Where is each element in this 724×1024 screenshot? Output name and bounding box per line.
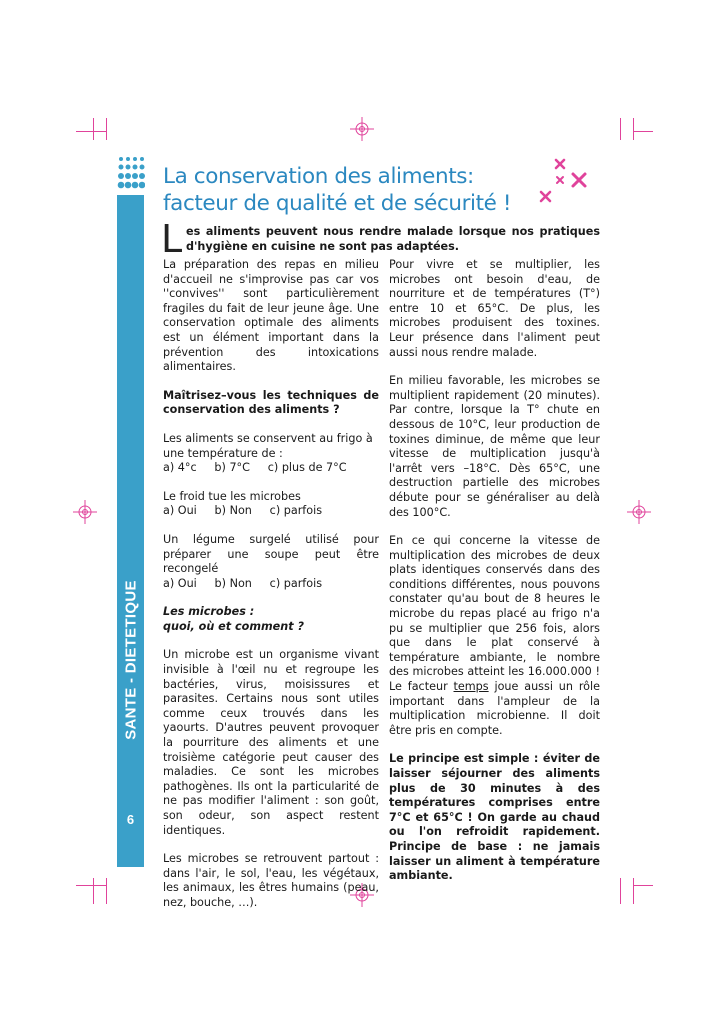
crop-mark bbox=[76, 885, 106, 886]
left-column bbox=[163, 258, 379, 925]
page-title bbox=[163, 163, 563, 217]
crop-mark bbox=[633, 878, 634, 904]
dot-grid-icon bbox=[117, 155, 145, 191]
paragraph: En ce qui concerne la vitesse de multiplication des microbes de deux plats identiques conservés dans des conditions différentes, nous pouvons constater qu'au bout de 8 heures le microbe du repas placé au frigo n'a pu se multiplier que 256 fois, alors que dans le plat conservé à température ambiante, le nombre des microbes atteint les 16.000.000 ! Le facteur temps joue aussi un rôle important dans l'ampleur de la multiplication microbienne. Il doit être pris en compte. bbox=[389, 534, 601, 737]
crop-mark bbox=[93, 118, 94, 140]
key-principle: Le principe est simple : éviter de laisser séjourner des aliments plus de 30 minutes à des températures comprises entre 7°C et 65°C ! On garde au chaud ou l'on refroidit rapidement. Principe de base : ne jamais laisser un aliment à température ambiante. bbox=[389, 752, 600, 883]
crop-mark bbox=[76, 131, 106, 132]
page-number: 6 bbox=[126, 812, 135, 827]
quiz-question: Les aliments se conservent au frigo à une température de : bbox=[163, 431, 373, 460]
crop-mark bbox=[106, 118, 107, 140]
crop-mark bbox=[633, 131, 653, 132]
quiz-options: a) Oui b) Non c) parfois bbox=[163, 504, 323, 518]
crop-mark bbox=[93, 878, 94, 904]
crop-mark bbox=[620, 118, 621, 140]
registration-mark-icon bbox=[350, 117, 374, 141]
drop-cap: L bbox=[161, 217, 183, 261]
crop-mark bbox=[633, 885, 653, 886]
underlined-word: temps bbox=[453, 680, 489, 694]
paragraph: La préparation des repas en milieu d'accueil ne s'improvise pas car vos ''convives'' sont particulièrement fragiles du fait de leur jeune âge. Une conservation optimale des aliments est un élément important dans la prévention des intoxications alimentaires. bbox=[163, 258, 379, 374]
paragraph: Les microbes se retrouvent partout : dans l'air, le sol, l'eau, les végétaux, les animaux, les êtres humains (peau, nez, bouche, …). bbox=[163, 852, 379, 909]
intro-text: es aliments peuvent nous rendre malade lorsque nos pratiques d'hygiène en cuisine ne sont pas adaptées. bbox=[186, 225, 600, 253]
quiz-options: a) Oui b) Non c) parfois bbox=[163, 576, 323, 590]
crop-mark bbox=[633, 118, 634, 140]
quiz-heading: Maîtrisez–vous les techniques de conservation des aliments ? bbox=[163, 388, 379, 417]
paragraph: Pour vivre et se multiplier, les microbes ont besoin d'eau, de nourriture et de températures (T°) entre 10 et 65°C. De plus, les microbes produisent des toxines. Leur présence dans l'aliment peut aussi nous rendre malade. bbox=[389, 258, 600, 359]
registration-mark-icon bbox=[627, 500, 651, 524]
paragraph: En milieu favorable, les microbes se multiplient rapidement (20 minutes). Par contre, lorsque la T° chute en dessous de 10°C, leur production de toxines diminue, de même que leur vitesse de multiplication jusqu'à l'arrêt vers –18°C. Dès 65°C, une destruction partielle des microbes débute pour se généraliser au delà des 100°C. bbox=[389, 374, 600, 519]
cross-decoration-icon bbox=[535, 158, 595, 208]
registration-mark-icon bbox=[73, 500, 97, 524]
quiz-question: Un légume surgelé utilisé pour préparer une soupe peut être recongelé bbox=[163, 532, 379, 576]
crop-mark bbox=[106, 878, 107, 904]
paragraph: Un microbe est un organisme vivant invisible à l'œil nu et regroupe les bactéries, virus, moisissures et parasites. Certains nous sont utiles comme ceux trouvés dans les yaourts. D'autres peuvent provoquer la pourriture des aliments et une troisième catégorie peut causer des maladies. Ce sont les microbes pathogènes. Ils ont la particularité de ne pas modifier l'aliment : son goût, son odeur, son aspect restent identiques. bbox=[163, 648, 379, 837]
crop-mark bbox=[620, 878, 621, 904]
quiz-question: Le froid tue les microbes bbox=[163, 489, 301, 503]
section-heading: Les microbes : bbox=[163, 605, 255, 619]
right-column bbox=[389, 258, 600, 898]
title-line: facteur de qualité et de sécurité ! bbox=[163, 191, 512, 216]
quiz-options: a) 4°c b) 7°C c) plus de 7°C bbox=[163, 461, 347, 475]
title-line: La conservation des aliments: bbox=[163, 164, 474, 189]
section-heading: quoi, où et comment ? bbox=[163, 619, 304, 633]
sidebar-label: SANTE - DIETETIQUE bbox=[122, 580, 139, 740]
